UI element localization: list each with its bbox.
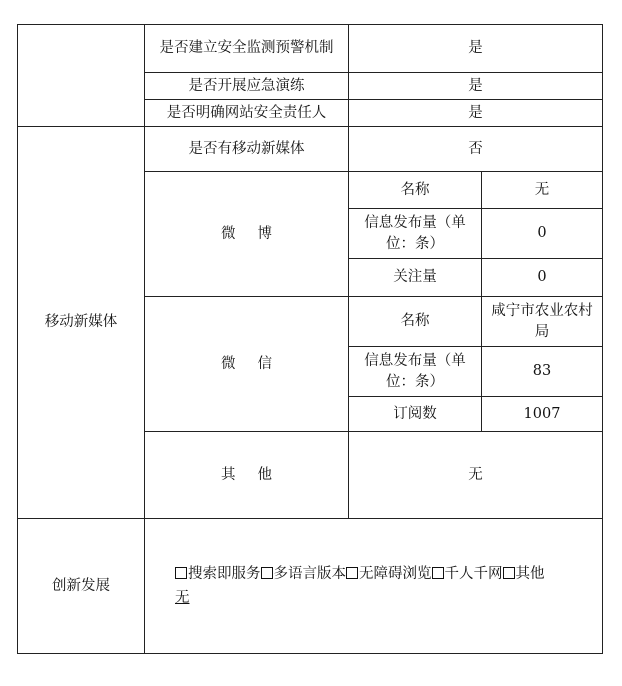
wechat-subs-value: 1007: [482, 397, 603, 432]
table-row: [18, 127, 603, 172]
new-media-section-label: 移动新媒体: [18, 127, 145, 519]
warning-mechanism-label: 是否建立安全监测预警机制: [145, 25, 349, 73]
weibo-follows-label: 关注量: [349, 259, 482, 297]
checkbox-icon: [346, 567, 358, 579]
weibo-posts-label: 信息发布量（单位：条）: [349, 209, 482, 259]
has-new-media-label: 是否有移动新媒体: [145, 127, 349, 172]
checkbox-icon: [503, 567, 515, 579]
weibo-name-label: 名称: [349, 172, 482, 209]
option-accessibility[interactable]: 无障碍浏览: [346, 566, 432, 582]
has-new-media-value: 否: [349, 127, 603, 172]
option-search-service[interactable]: 搜索即服务: [175, 566, 261, 582]
option-multilingual[interactable]: 多语言版本: [261, 566, 347, 582]
other-text: 无: [175, 590, 190, 606]
innovation-options: [145, 519, 603, 654]
weibo-follows-value: 0: [482, 259, 603, 297]
warning-mechanism-value: 是: [349, 25, 603, 73]
option-other[interactable]: 其他: [503, 566, 545, 582]
weibo-label: 微博: [145, 172, 349, 297]
checkbox-icon: [175, 567, 187, 579]
wechat-posts-value: 83: [482, 347, 603, 397]
emergency-drill-label: 是否开展应急演练: [145, 73, 349, 100]
weibo-posts-value: 0: [482, 209, 603, 259]
wechat-posts-label: 信息发布量（单位：条）: [349, 347, 482, 397]
table-row: [18, 519, 603, 654]
weibo-name-value: 无: [482, 172, 603, 209]
checkbox-icon: [432, 567, 444, 579]
emergency-drill-value: 是: [349, 73, 603, 100]
wechat-subs-label: 订阅数: [349, 397, 482, 432]
blank-section-cell: [18, 25, 145, 127]
other-media-label: 其他: [145, 432, 349, 519]
wechat-label: 微信: [145, 297, 349, 432]
wechat-name-value: 咸宁市农业农村局: [482, 297, 603, 347]
other-media-value: 无: [349, 432, 603, 519]
table-row: [18, 25, 603, 73]
checkbox-icon: [261, 567, 273, 579]
security-officer-value: 是: [349, 100, 603, 127]
security-officer-label: 是否明确网站安全责任人: [145, 100, 349, 127]
innovation-section-label: 创新发展: [18, 519, 145, 654]
option-personalized[interactable]: 千人千网: [432, 566, 503, 582]
report-table: [17, 24, 603, 654]
wechat-name-label: 名称: [349, 297, 482, 347]
